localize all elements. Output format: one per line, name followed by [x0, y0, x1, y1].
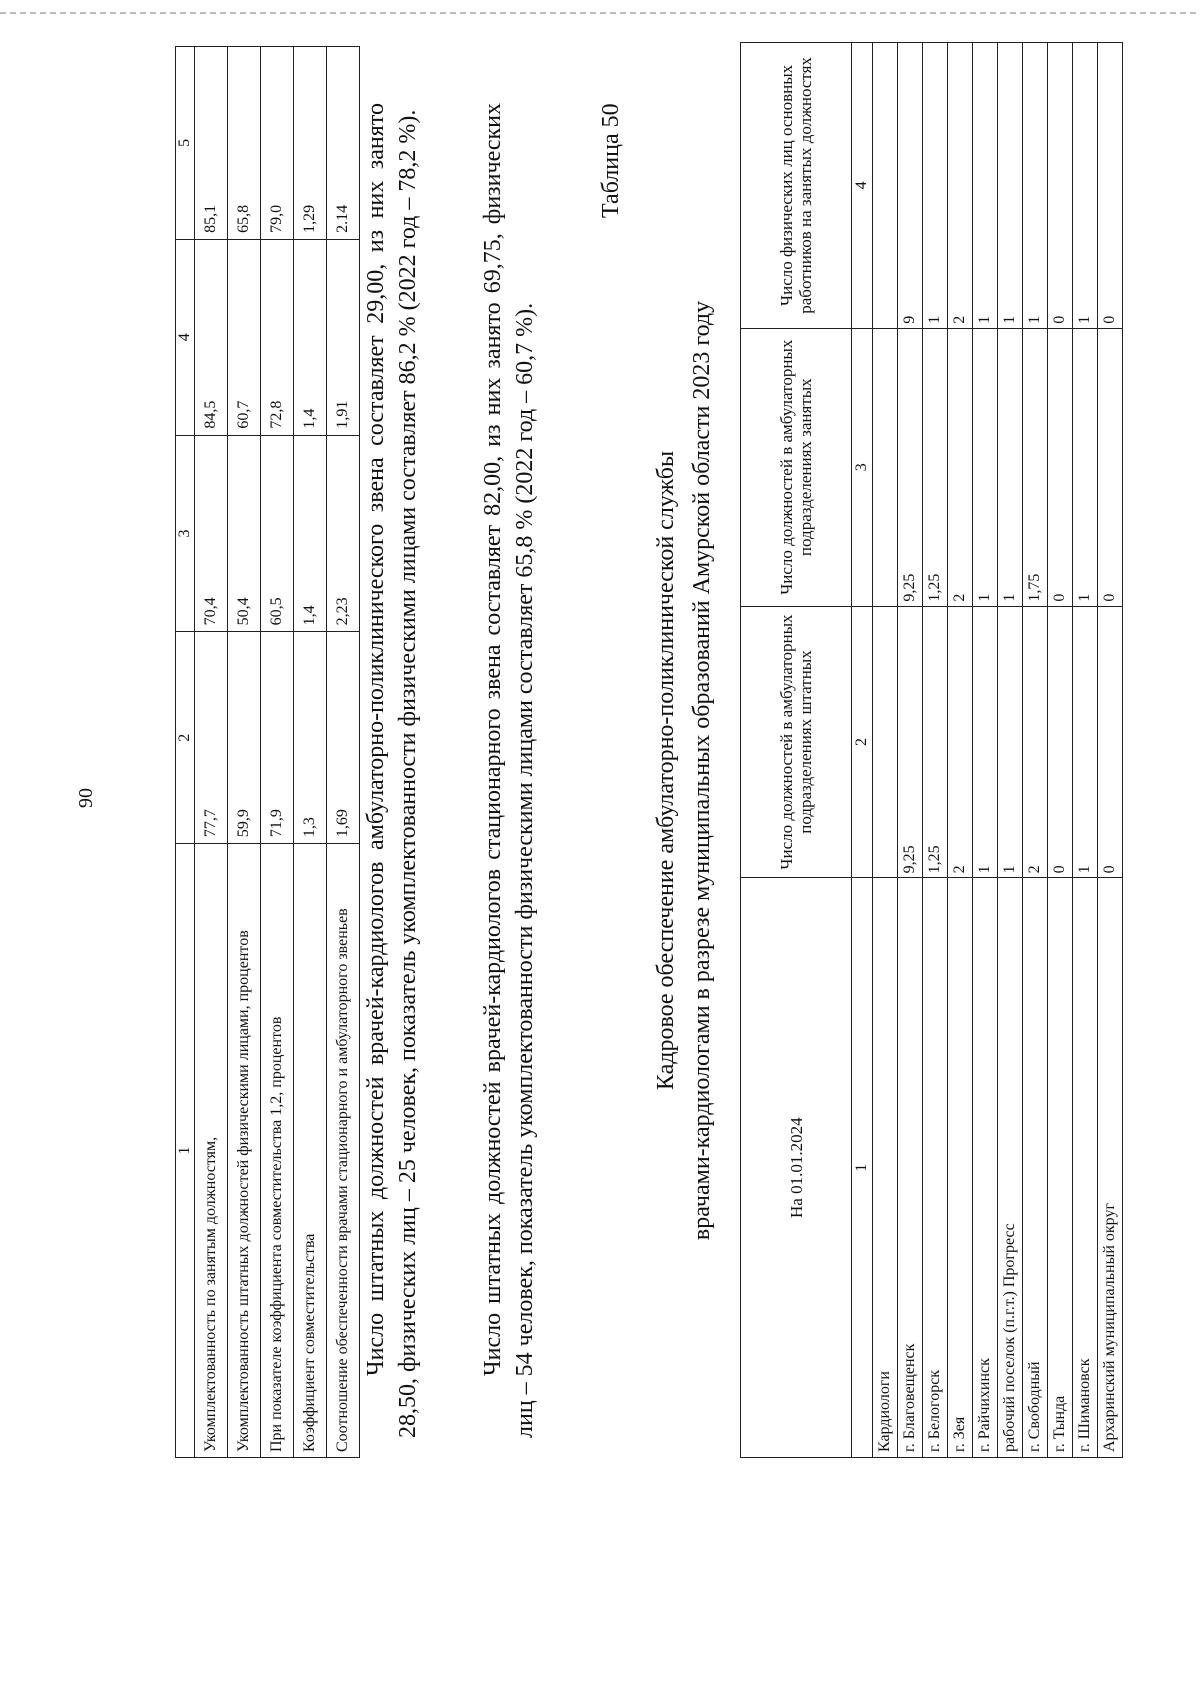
cell-value: 1: [998, 328, 1023, 606]
cell-value: 9,25: [898, 606, 923, 878]
column-number: 1: [852, 878, 873, 1458]
column-header: Число должностей в амбулаторных подразделениях занятых: [741, 328, 852, 606]
row-label: Коэффициент совместительства: [294, 844, 327, 1458]
cell-value: 79,0: [261, 47, 294, 240]
cell-value: 1,3: [294, 632, 327, 844]
row-label: г. Шимановск: [1073, 878, 1098, 1458]
column-number: 4: [852, 43, 873, 329]
column-number: 4: [176, 239, 195, 435]
table-row: [973, 43, 998, 1458]
row-label: г. Благовещенск: [898, 878, 923, 1458]
table-header-row: [741, 43, 852, 1458]
cell-value: 0: [1098, 328, 1123, 606]
table-row: [1098, 43, 1123, 1458]
cell-value: 1,4: [294, 239, 327, 435]
column-number: 1: [176, 844, 195, 1458]
table-row: [1048, 43, 1073, 1458]
cell-value: 1,75: [1023, 328, 1048, 606]
cell-value: 1: [973, 43, 998, 329]
cell-value: 1,25: [923, 328, 948, 606]
cell-value: 0: [1098, 43, 1123, 329]
cell-value: 1: [923, 43, 948, 329]
cell-value: 1,29: [294, 47, 327, 240]
cell-value: 1: [1073, 606, 1098, 878]
paragraph-outpatient-cardiologists: Число штатных должностей врачей-кардиологов амбулаторно-поликлинического звена составляет 29,00, из них занято 28,50, физических лиц – 25 человек, показатель укомплектованности физическими лицами составляет 86,2 % (2022 год – 78,2 %).: [363, 103, 421, 1438]
column-number: 2: [852, 606, 873, 878]
cell-value: [873, 328, 898, 606]
cell-value: 2: [948, 328, 973, 606]
table-row: [261, 47, 294, 1458]
cell-value: 9: [898, 43, 923, 329]
cell-value: 2: [1023, 606, 1048, 878]
table-number-label: Таблица 50: [598, 103, 624, 218]
column-number: 3: [852, 328, 873, 606]
column-header: Число должностей в амбулаторных подразделениях штатных: [741, 606, 852, 878]
cell-value: 85,1: [195, 47, 228, 240]
continued-staffing-table: [175, 46, 360, 1458]
cell-value: 65,8: [228, 47, 261, 240]
column-number: 5: [176, 47, 195, 240]
cardiologist-staffing-table: [740, 42, 1123, 1458]
table-row: [998, 43, 1023, 1458]
cell-value: 1: [998, 43, 1023, 329]
cell-value: 1: [973, 328, 998, 606]
cell-value: [873, 43, 898, 329]
row-label: г. Белогорск: [923, 878, 948, 1458]
table-row: [195, 47, 228, 1458]
row-label: Укомплектованность штатных должностей физическими лицами, процентов: [228, 844, 261, 1458]
column-number: 3: [176, 435, 195, 632]
row-label: г. Свободный: [1023, 878, 1048, 1458]
cell-value: 71,9: [261, 632, 294, 844]
table-row: [1023, 43, 1048, 1458]
row-label: рабочий поселок (п.г.т.) Прогресс: [998, 878, 1023, 1458]
cell-value: 2,23: [327, 435, 360, 632]
row-label: При показателе коэффициента совместительства 1,2, процентов: [261, 844, 294, 1458]
column-header: Число физических лиц основных работников на занятых должностях: [741, 43, 852, 329]
cell-value: 0: [1048, 328, 1073, 606]
paragraph-inpatient-cardiologists: Число штатных должностей врачей-кардиологов стационарного звена составляет 82,00, из них занято 69,75, физических лиц – 54 человек, показатель укомплектованности физическими лицами составляет 65,8 % (2022 год – 60,7 %).: [480, 103, 538, 1438]
cell-value: [873, 606, 898, 878]
row-label: г. Райчихинск: [973, 878, 998, 1458]
table-row: [923, 43, 948, 1458]
cell-value: 1,4: [294, 435, 327, 632]
cell-value: 50,4: [228, 435, 261, 632]
column-header: На 01.01.2024: [741, 878, 852, 1458]
cell-value: 60,7: [228, 239, 261, 435]
table-row: [327, 47, 360, 1458]
table-row: [898, 43, 923, 1458]
cell-value: 2: [948, 43, 973, 329]
column-number: 2: [176, 632, 195, 844]
cell-value: 0: [1098, 606, 1123, 878]
table-row: [294, 47, 327, 1458]
cell-value: 1: [1073, 43, 1098, 329]
table-row: [228, 47, 261, 1458]
cell-value: 59,9: [228, 632, 261, 844]
row-label: Соотношение обеспеченности врачами стационарного и амбулаторного звеньев: [327, 844, 360, 1458]
row-label: Архаринский муниципальный округ: [1098, 878, 1123, 1458]
cell-value: 1,69: [327, 632, 360, 844]
cell-value: 1: [1023, 43, 1048, 329]
cell-value: 1: [1073, 328, 1098, 606]
table-header-row: [176, 47, 195, 1458]
table-row: [948, 43, 973, 1458]
cell-value: 1: [973, 606, 998, 878]
cell-value: 1,91: [327, 239, 360, 435]
row-label: г. Тында: [1048, 878, 1073, 1458]
cell-value: 0: [1048, 606, 1073, 878]
cell-value: 2.14: [327, 47, 360, 240]
cell-value: 72,8: [261, 239, 294, 435]
page-number: 90: [75, 788, 97, 808]
cell-value: 60,5: [261, 435, 294, 632]
scan-edge-line: [0, 12, 1200, 14]
table-title-line: Кадровое обеспечение амбулаторно-поликлинической службы: [653, 450, 679, 1091]
row-label: г. Зея: [948, 878, 973, 1458]
row-label: Укомплектованность по занятым должностям,: [195, 844, 228, 1458]
cell-value: 9,25: [898, 328, 923, 606]
column-number-row: [852, 43, 873, 1458]
cell-value: 70,4: [195, 435, 228, 632]
cell-value: 2: [948, 606, 973, 878]
cell-value: 77,7: [195, 632, 228, 844]
table-row: [1073, 43, 1098, 1458]
table-row: [873, 43, 898, 1458]
cell-value: 1: [998, 606, 1023, 878]
row-label: Кардиологи: [873, 878, 898, 1458]
table-title-line: врачами-кардиологами в разрезе муниципальных образований Амурской области 2023 году: [689, 300, 715, 1241]
cell-value: 84,5: [195, 239, 228, 435]
cell-value: 0: [1048, 43, 1073, 329]
cell-value: 1,25: [923, 606, 948, 878]
